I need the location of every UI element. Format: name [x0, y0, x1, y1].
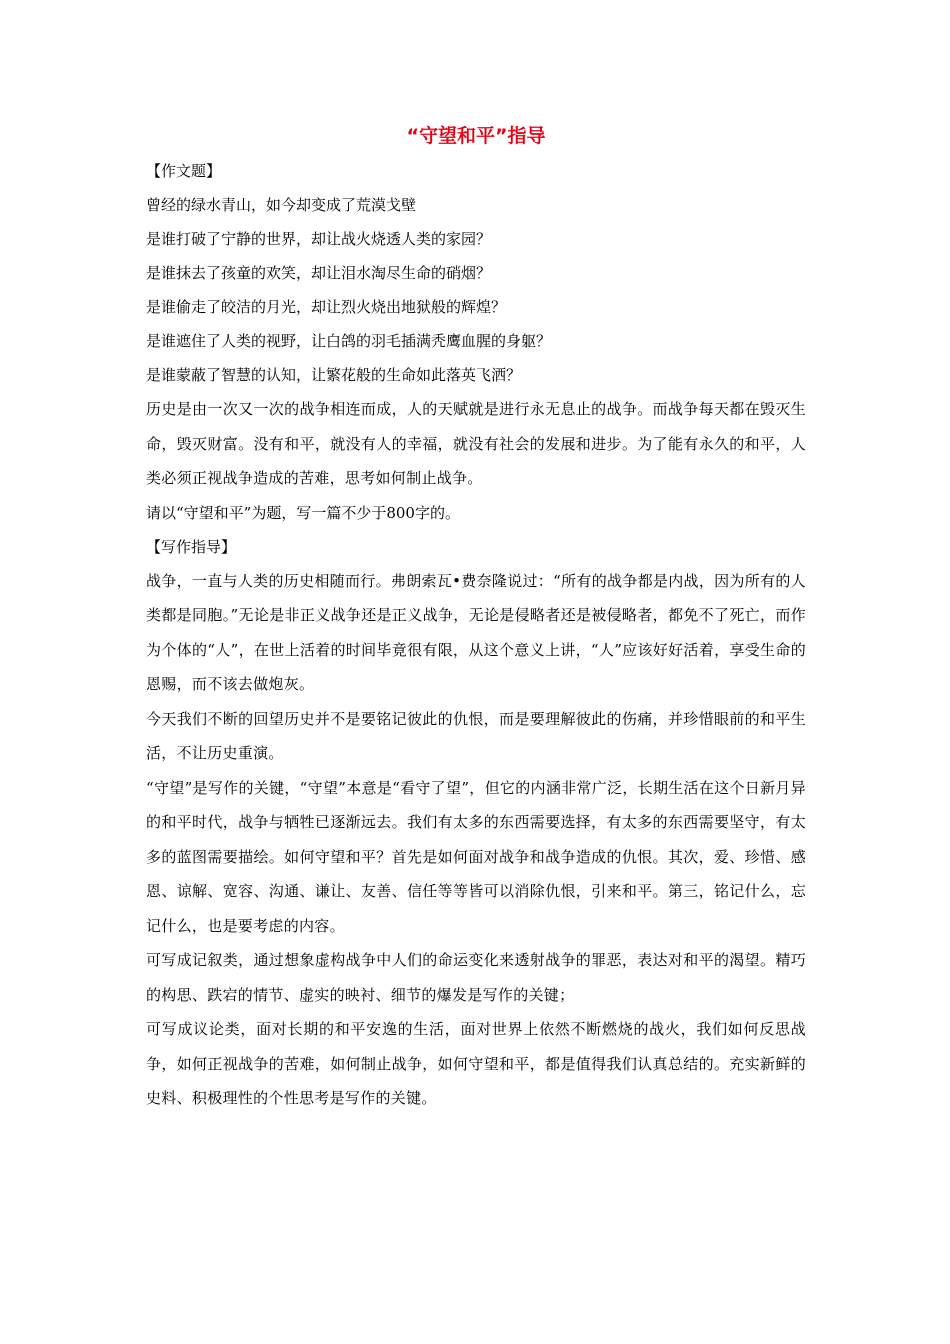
- guide-paragraph: 可写成记叙类，通过想象虚构战争中人们的命运变化来透射战争的罪恶，表达对和平的渴望。精巧的构思、跌宕的情节、虚实的映衬、细节的爆发是写作的关键；: [146, 951, 806, 1004]
- prompt-line: 曾经的绿水青山，如今却变成了荒漠戈壁: [146, 196, 417, 214]
- prompt-line: 是谁偷走了皎洁的月光，却让烈火烧出地狱般的辉煌？: [146, 298, 507, 316]
- document-body: [146, 118, 806, 1116]
- guide-heading: 【写作指导】: [146, 537, 237, 556]
- prompt-requirement: 请以“守望和平”为题，写一篇不少于800字的。: [146, 503, 460, 522]
- prompt-paragraph: 历史是由一次又一次的战争相连而成，人的天赋就是进行永无息止的战争。而战争每天都在毁灭生命，毁灭财富。没有和平，就没有人的幸福，就没有社会的发展和进步。为了能有永久的和平，人类必须正视战争造成的苦难，思考如何制止战争。: [146, 400, 806, 487]
- document-title: “守望和平”指导: [406, 125, 546, 147]
- guide-paragraph: 今天我们不断的回望历史并不是要铭记彼此的仇恨，而是要理解彼此的伤痛，并珍惜眼前的和平生活，不让历史重演。: [146, 709, 806, 762]
- prompt-line: 是谁抹去了孩童的欢笑，却让泪水淘尽生命的硝烟？: [146, 264, 492, 282]
- prompt-line: 是谁遮住了人类的视野，让白鸽的羽毛插满秃鹰血腥的身躯？: [146, 332, 552, 350]
- prompt-line: 是谁打破了宁静的世界，却让战火烧透人类的家园？: [146, 230, 492, 248]
- prompt-heading: 【作文题】: [146, 162, 222, 180]
- guide-paragraph: 战争，一直与人类的历史相随而行。弗朗索瓦•费奈隆说过：“所有的战争都是内战，因为所有的人类都是同胞。”无论是非正义战争还是正义战争，无论是侵略者还是被侵略者，都免不了死亡，而作为个体的“人”，在世上活着的时间毕竟很有限，从这个意义上讲，“人”应该好好活着，享受生命的恩赐，而不该去做炮灰。: [146, 571, 806, 693]
- prompt-line: 是谁蒙蔽了智慧的认知，让繁花般的生命如此落英飞洒？: [146, 366, 522, 384]
- guide-paragraph: “守望”是写作的关键，“守望”本意是“看守了望”，但它的内涵非常广泛，长期生活在这个日新月异的和平时代，战争与牺牲已逐渐远去。我们有太多的东西需要选择，有太多的东西需要坚守，有太多的蓝图需要描绘。如何守望和平？首先是如何面对战争和战争造成的仇恨。其次，爱、珍惜、感恩、谅解、宽容、沟通、谦让、友善、信任等等皆可以消除仇恨，引来和平。第三，铭记什么，忘记什么，也是要考虑的内容。: [146, 778, 806, 935]
- guide-paragraph: 可写成议论类，面对长期的和平安逸的生活，面对世界上依然不断燃烧的战火，我们如何反思战争，如何正视战争的苦难，如何制止战争，如何守望和平，都是值得我们认真总结的。充实新鲜的史料、积极理性的个性思考是写作的关键。: [146, 1020, 806, 1107]
